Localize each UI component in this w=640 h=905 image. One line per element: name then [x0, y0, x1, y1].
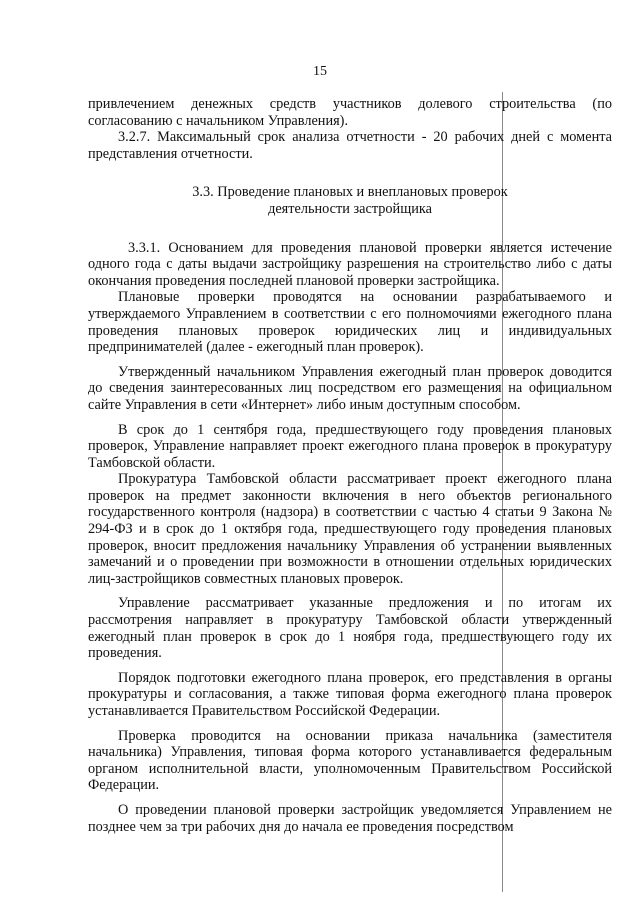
paragraph-administration-review: Управление рассматривает указанные предложения и по итогам их рассмотрения направляет в прокуратуру Тамбовской области утвержденный ежегодный план проверок в срок до 1 ноября года, предшествующего году их проведения. [88, 595, 612, 662]
paragraph-inspection-order: Проверка проводится на основании приказа начальника (заместителя начальника) Управления, типовая форма которого устанавливается федеральным органом исполнительной власти, уполномоченным Правительством Российской Федерации. [88, 727, 612, 794]
paragraph-planned-inspections: Плановые проверки проводятся на основании разрабатываемого и утверждаемого Управлением в соответствии с его полномочиями ежегодного плана проведения плановых проверок юридических лиц и индивидуальных предпринимателей (далее - ежегодный план проверок). [88, 289, 612, 356]
paragraph-preparation-procedure: Порядок подготовки ежегодного плана проверок, его представления в органы прокуратуры и согласования, а также типовая форма ежегодного плана проверок устанавливается Правительством Российской Федерации. [88, 669, 612, 719]
paragraph-3-3-1: 3.3.1. Основанием для проведения плановой проверки является истечение одного года с даты выдачи застройщику разрешения на строительство либо с даты окончания проведения последней плановой проверки застройщика. [88, 239, 612, 289]
page-number: 15 [313, 64, 327, 79]
section-heading-line-1: 3.3. Проведение плановых и внеплановых проверок [192, 184, 508, 201]
paragraph-approved-plan: Утвержденный начальником Управления ежегодный план проверок доводится до сведения заинтересованных лиц посредством его размещения на официальном сайте Управления в сети «Интернет» либо иным доступным способом. [88, 363, 612, 413]
section-heading [88, 184, 612, 217]
paragraph-prosecutor-review: Прокуратура Тамбовской области рассматривает проект ежегодного плана проверок на предмет законности включения в него объектов регионального государственного контроля (надзора) в соответствии с частью 4 статьи 9 Закона № 294-ФЗ и в срок до 1 октября года, предшествующего году проведения плановых проверок, вносит предложения начальнику Управления об устранении выявленных замечаний и о проведении при возможности в отношении отдельных юридических лиц-застройщиков совместных плановых проверок. [88, 471, 612, 587]
section-heading-line-2: деятельности застройщика [268, 200, 432, 217]
paragraph-3-2-7: 3.2.7. Максимальный срок анализа отчетности - 20 рабочих дней с момента представления отчетности. [88, 129, 612, 162]
paragraph-september-deadline: В срок до 1 сентября года, предшествующего году проведения плановых проверок, Управление направляет проект ежегодного плана проверок в прокуратуру Тамбовской области. [88, 421, 612, 471]
paragraph-continuation: привлечением денежных средств участников долевого строительства (по согласованию с начальником Управления). [88, 96, 612, 129]
paragraph-notification: О проведении плановой проверки застройщик уведомляется Управлением не позднее чем за три рабочих дня до начала ее проведения посредством [88, 801, 612, 835]
document-body [88, 96, 612, 835]
